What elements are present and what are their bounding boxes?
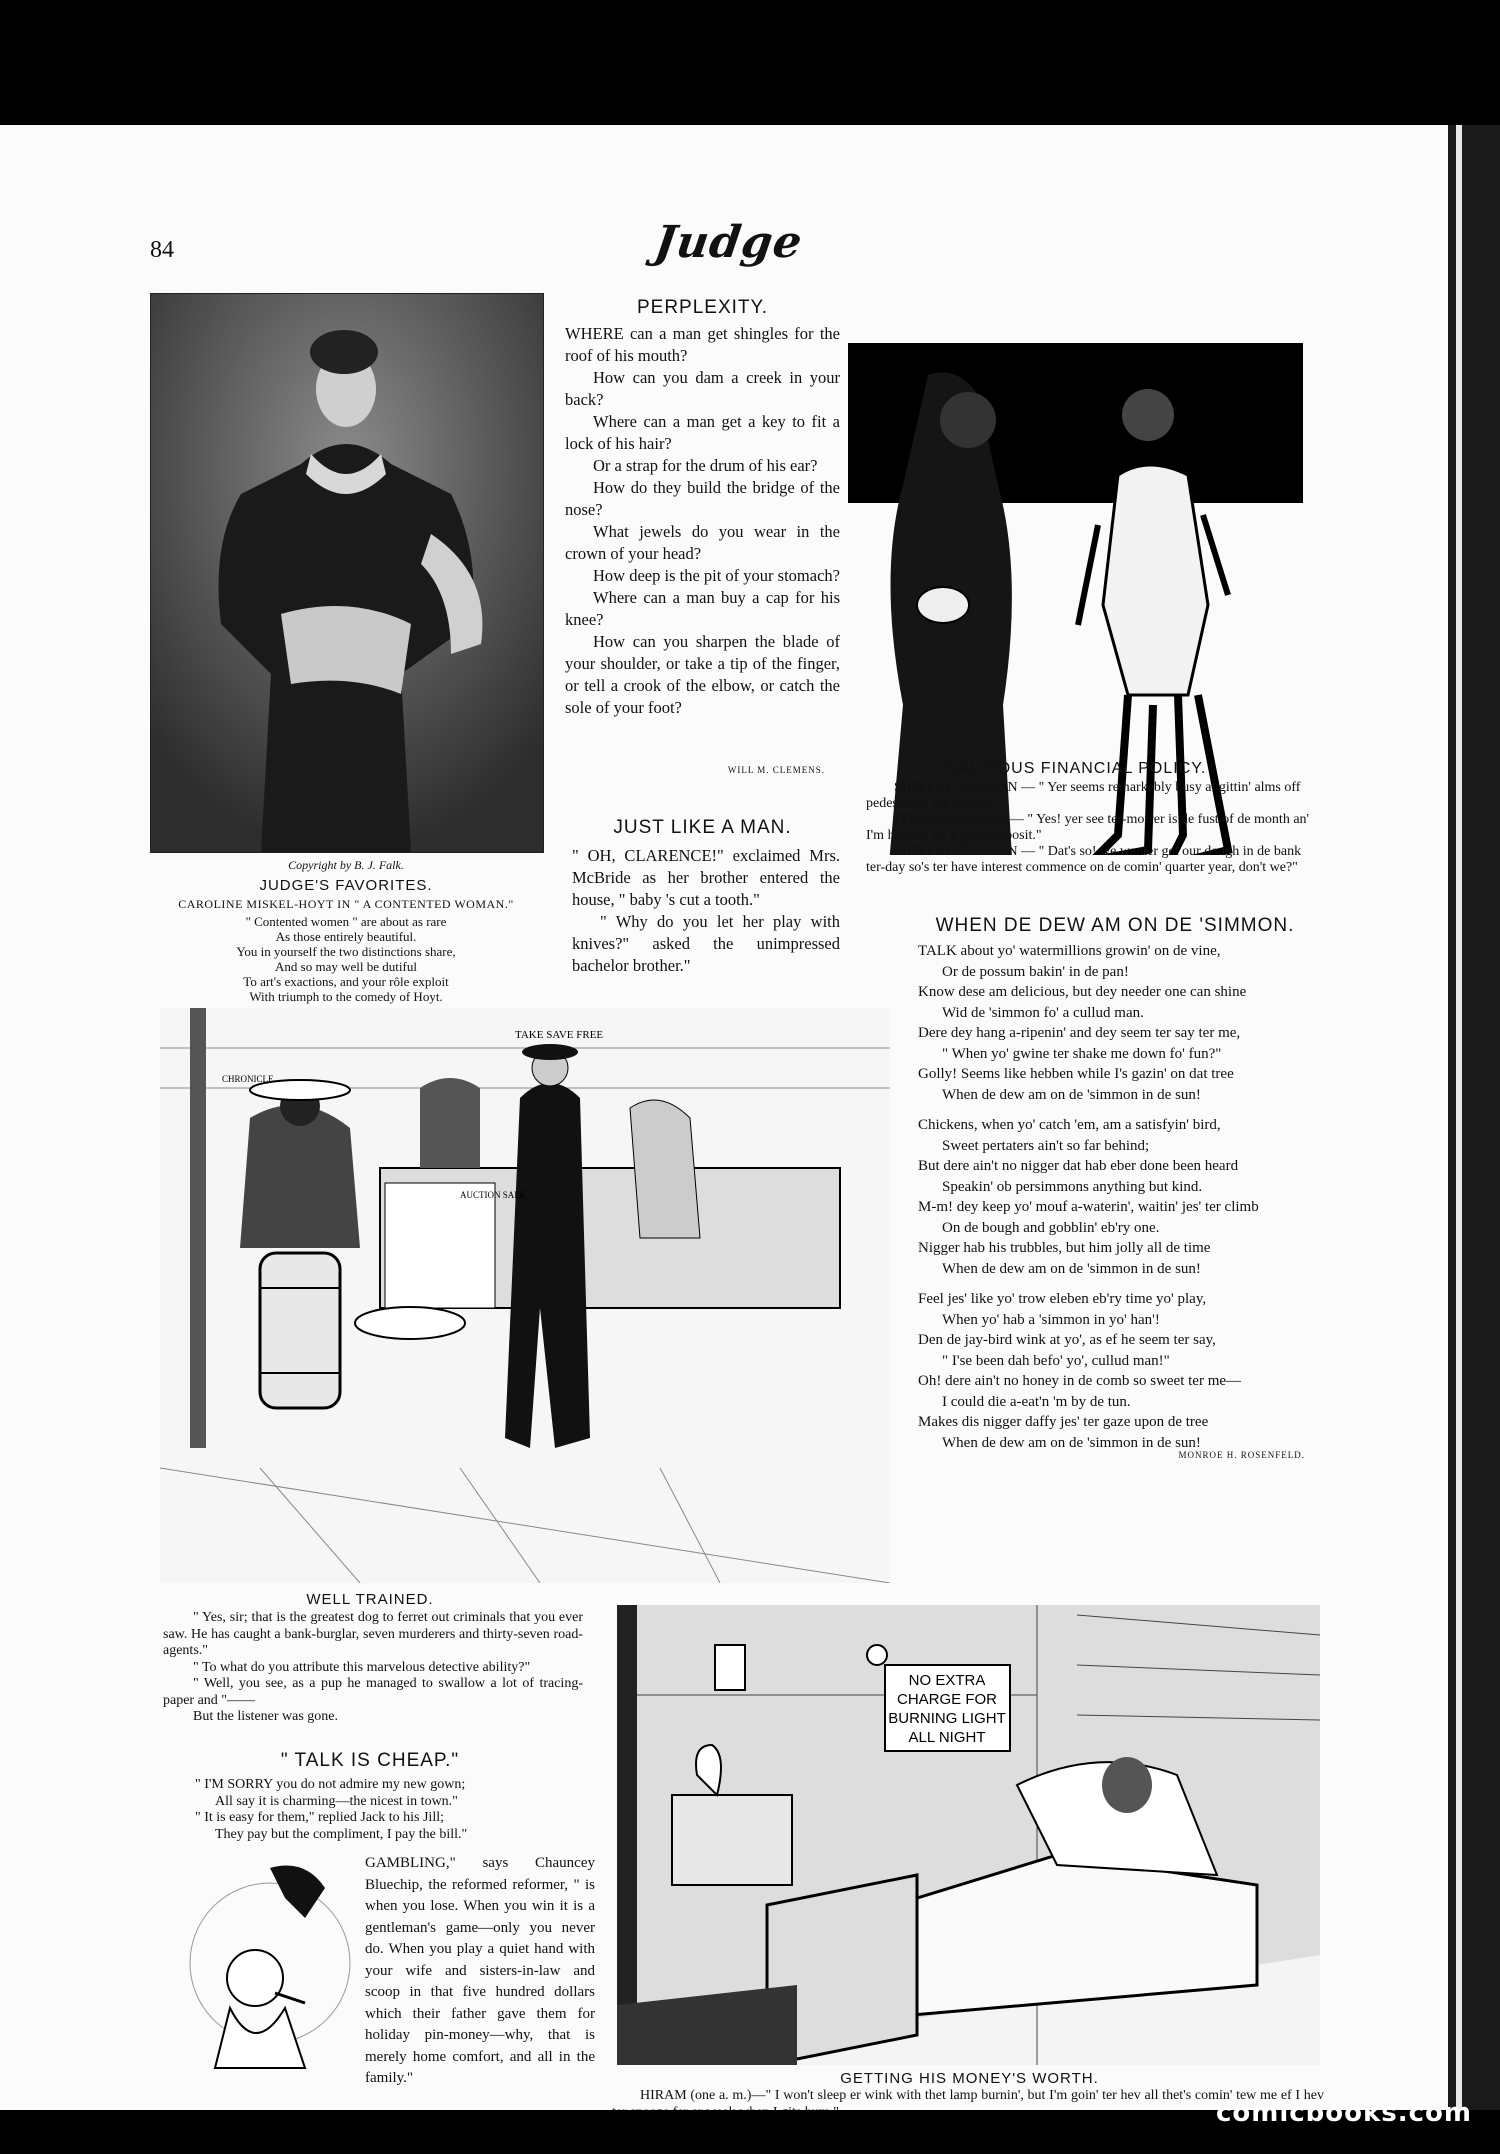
- money-worth-title: GETTING HIS MONEY'S WORTH.: [840, 2070, 1099, 2087]
- saloon-cartoon: [160, 1008, 890, 1583]
- dew-stanza-1: TALK about yo' watermillions growin' on de vine, Or de possum bakin' in de pan! Know dese am delicious, but dey needer one can shine Wid de 'simmon fo' a cullud man. Dere dey hang a-ripenin' and dey seem ter say ter me, " When yo' gwine ter shake me down fo' fun?" Golly! Seems like hebben while I's gazin' on dat tree When de dew am on de 'simmon in de sun!: [918, 943, 1247, 1103]
- masthead: Judge: [651, 217, 806, 268]
- photo-verse: " Contented women " are about as rare As those entirely beautiful. You in yourself the two distinctions share, And so may well be dutiful To art's exactions, and your rôle exploit With triumph to the comedy of Hoyt.: [236, 914, 456, 1004]
- sign-line-3: BURNING LIGHT: [888, 1710, 1006, 1727]
- dew-title: WHEN DE DEW AM ON DE 'SIMMON.: [935, 915, 1295, 936]
- photo-copyright: Copyright by B. J. Falk.: [288, 858, 404, 872]
- sign-save: TAKE SAVE FREE: [515, 1029, 604, 1041]
- sign-line-4: ALL NIGHT: [908, 1729, 986, 1746]
- well-trained-text: " Yes, sir; that is the greatest dog to ferret out criminals that you ever saw. He has caught a bank-burglar, seven murderers and thirty-seven road-agents." " To what do you attribute this marvelous detective ability?" " Well, you see, as a pup he managed to swallow a lot of tracing-paper and "—— But the listener was gone.: [163, 1610, 583, 1724]
- dew-author: MONROE H. ROSENFELD.: [1178, 1450, 1305, 1460]
- watermark: comicbooks.com: [1215, 2098, 1472, 2128]
- dew-poem: [918, 941, 1318, 1453]
- gambling-text: [175, 1853, 595, 2090]
- talk-cheap-verse: " I'M SORRY you do not admire my new gown; All say it is charming—the nicest in town." " It is easy for them," replied Jack to his Jill; They pay but the compliment, I pay the bill.": [195, 1777, 468, 1842]
- magazine-page: [0, 125, 1448, 2110]
- dew-stanza-3: Feel jes' like yo' trow eleben eb'ry time yo' play, When yo' hab a 'simmon in yo' han'! Den de jay-bird wink at yo', as ef he seem ter say, " I'se been dah befo' yo', cullud man!" Oh! dere ain't no honey in de comb so sweet ter me— I could die a-eat'n 'm by de tun. Makes dis nigger daffy jes' ter gaze upon de tree When de dew am on de 'simmon in de sun!: [918, 1291, 1242, 1451]
- sign-line-1: NO EXTRA: [908, 1672, 986, 1689]
- page-number: 84: [150, 237, 174, 263]
- just-like-text: " OH, CLARENCE!" exclaimed Mrs. McBride as her brother entered the house, " baby 's cut a tooth." " Why do you let her play with knives?" asked the unimpressed bachelor brother.": [572, 846, 840, 975]
- hotel-room-cartoon: [617, 1605, 1320, 2065]
- perplexity-poem: WHERE can a man get shingles for the roof of his mouth? How can you dam a creek in your back? Where can a man get a key to fit a lock of his hair? Or a strap for the drum of his ear? How do they build the bridge of the nose? What jewels do you wear in the crown of your head? How deep is the pit of your stomach? Where can a man buy a cap for his knee? How can you sharpen the blade of your shoulder, or take a tip of the finger, or tell a crook of the elbow, or catch the sole of your foot?: [565, 324, 840, 717]
- notice-auction: AUCTION SALE: [460, 1190, 526, 1200]
- photo-subtitle: CAROLINE MISKEL-HOYT IN " A CONTENTED WOMAN.": [178, 897, 514, 911]
- gambling-body: GAMBLING," says Chauncey Bluechip, the reformed reformer, " is when you lose. When you win it is a gentleman's game—only you never do. When you play a quiet hand with your wife and sisters-in-law and scoop in that five hundred dollars which their father gave them for holiday pin-money—why, that is merely home comfort, and all in the family.": [365, 1855, 595, 2086]
- just-like-title: JUST LIKE A MAN.: [613, 817, 792, 838]
- sign-line-2: CHARGE FOR: [896, 1691, 998, 1708]
- talk-cheap-title: " TALK IS CHEAP.": [280, 1750, 460, 1771]
- dew-stanza-2: Chickens, when yo' catch 'em, am a satisfyin' bird, Sweet pertaters ain't so far behind; But dere ain't no nigger dat hab eber done been heard Speakin' ob persimmons anything but kind. M-m! dey keep yo' mouf a-waterin', waitin' jes' ter climb On de bough and gobblin' eb'ry one. Nigger hab his trubbles, but him jolly all de time When de dew am on de 'simmon in de sun!: [918, 1117, 1259, 1277]
- page-edge-strip: [1448, 125, 1500, 2110]
- money-worth-caption: HIRAM (one a. m.)—" I won't sleep er wink with thet lamp burnin', but I'm goin' ter hev all thet's comin' tew me ef I hev: [640, 2088, 1324, 2103]
- cautious-dialogue: SHIVERY SIMPSON — " Yer seems remarkably busy at gittin' alms off pedestrians dis mornin'." PITEOUS PLEEDS — " Yes! yer see ter-morrer is de fust of de month an' I'm hustlin' fer a good deposit." SHIVERY SIMPSON — " Dat's so! we wanter get our dough in de bank ter-day so's ter have interest commence on de comin' quarter year, don't we?": [866, 780, 1310, 875]
- portrait-photo: [150, 293, 544, 853]
- perplexity-author: WILL M. CLEMENS.: [727, 765, 825, 775]
- well-trained-title: WELL TRAINED.: [306, 1591, 434, 1608]
- perplexity-title: PERPLEXITY.: [636, 297, 769, 318]
- cautious-title: CAUTIOUS FINANCIAL POLICY.: [944, 760, 1207, 777]
- photo-title: JUDGE'S FAVORITES.: [259, 877, 433, 894]
- sign-chronicle: CHRONICLE: [222, 1074, 274, 1084]
